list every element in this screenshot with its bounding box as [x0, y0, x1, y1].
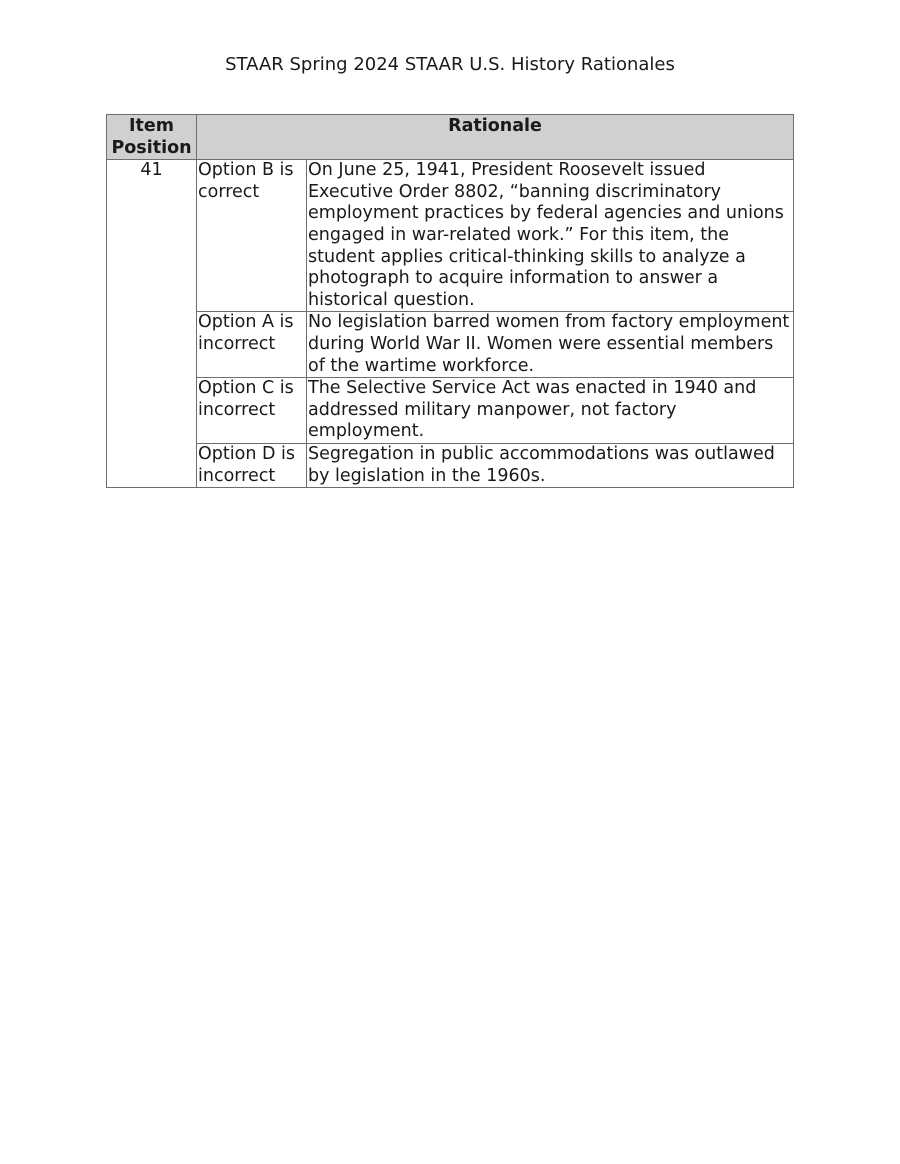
option-label: Option A is incorrect — [197, 312, 307, 378]
rationale-text: Segregation in public accommodations was outlawed by legislation in the 1960s. — [307, 443, 794, 487]
table-row — [107, 160, 794, 312]
rationale-text: No legislation barred women from factory employment during World War II. Women were essential members of the wartime workforce. — [307, 312, 794, 378]
rationale-text: The Selective Service Act was enacted in 1940 and addressed military manpower, not factory employment. — [307, 378, 794, 444]
page-title: STAAR Spring 2024 STAAR U.S. History Rationales — [225, 54, 675, 75]
table-header-row — [107, 115, 794, 160]
header-item-position-line2: Position — [111, 137, 192, 158]
table-row — [107, 312, 794, 378]
table-row — [107, 443, 794, 487]
item-number: 41 — [107, 160, 197, 488]
header-item-position — [107, 115, 197, 160]
rationale-text: On June 25, 1941, President Roosevelt issued Executive Order 8802, “banning discriminatory employment practices by federal agencies and unions engaged in war-related work.” For this item, the student applies critical-thinking skills to analyze a photograph to acquire information to answer a historical question. — [307, 160, 794, 312]
header-item-position-line1: Item — [129, 116, 174, 136]
option-label: Option B is correct — [197, 160, 307, 312]
table-row — [107, 378, 794, 444]
header-rationale: Rationale — [197, 115, 794, 160]
option-label: Option D is incorrect — [197, 443, 307, 487]
option-label: Option C is incorrect — [197, 378, 307, 444]
rationale-table — [106, 114, 794, 488]
